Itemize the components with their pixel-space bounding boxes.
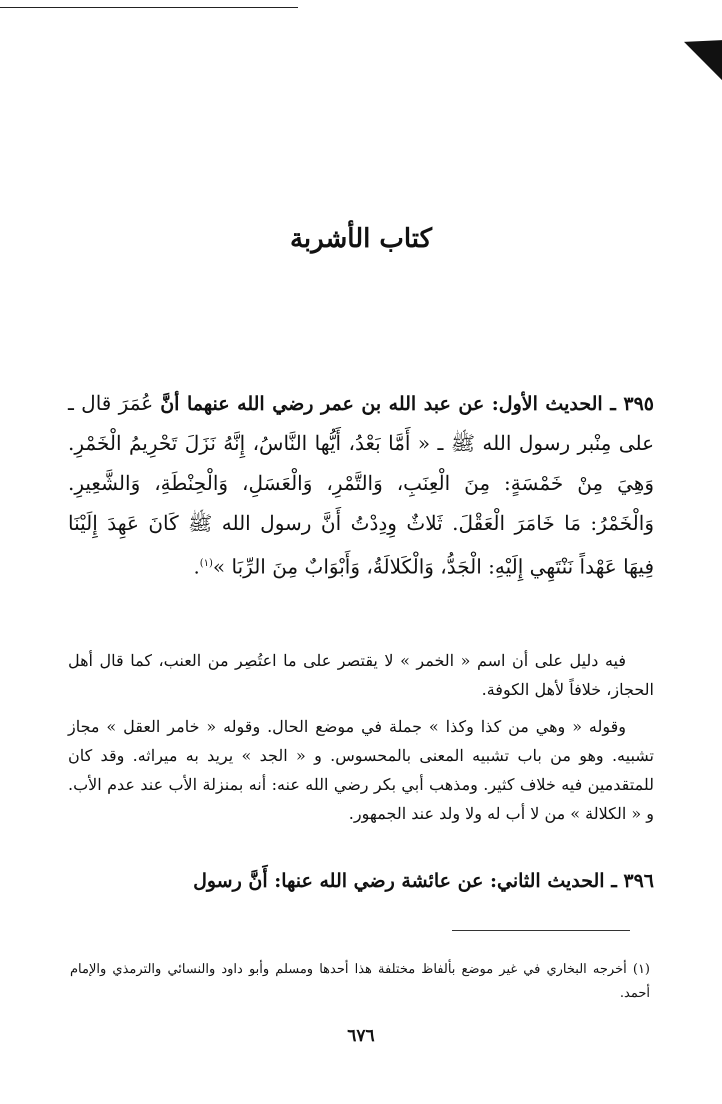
page-number: ٦٧٦ bbox=[347, 1026, 375, 1046]
commentary-text: فيه دليل على أن اسم « الخمر » لا يقتصر على ما اعتُصِر من العنب، كما قال أهل الحجاز، خلافاً لأهل الكوفة. bbox=[68, 651, 654, 699]
hadith-number: ٣٩٥ bbox=[623, 393, 654, 415]
hadith-end: . bbox=[193, 556, 200, 579]
hadith-number: ٣٩٦ bbox=[623, 870, 654, 892]
top-rule bbox=[0, 7, 298, 8]
hadith-intro: ـ الحديث الثاني: عن عائشة رضي الله عنها: أَنَّ رسول bbox=[193, 870, 624, 892]
hadith-396 bbox=[68, 862, 654, 901]
commentary-text: وقوله « وهي من كذا وكذا » جملة في موضع الحال. وقوله « خامر العقل » مجاز تشبيه. وهو من باب تشبيه المعنى بالمحسوس. و « الجد » يريد به ميراثه. وقد كان للمتقدمين فيه خلاف كثير. ومذهب أبي بكر رضي الله عنه: أنه بمنزلة الأب عند عدم الأب. و « الكلالة » من لا أب له ولا ولد عند الجمهور. bbox=[68, 717, 654, 823]
footnote-marker: (١) bbox=[199, 558, 213, 569]
hadith-text: عُمَرَ قال ـ على مِنْبر رسول الله ﷺ ـ « أَمَّا بَعْدُ، أَيُّها النَّاسُ، إِنَّهُ نَزَلَ تَحْرِيمُ الْخَمْرِ. وَهِيَ مِنْ خَمْسَةٍ: مِنَ الْعِنَبِ، وَالتَّمْرِ، وَالْعَسَلِ، وَالْحِنْطَةِ، وَالشَّعِيرِ. وَالْخَمْرُ: مَا خَامَرَ الْعَقْلَ. ثَلاثٌ وِدِدْتُ أَنَّ رسول الله ﷺ كَانَ عَهِدَ إِلَيْنَا فِيهَا عَهْداً نَنْتَهِي إِلَيْهِ: الْجَدُّ، وَالْكَلالَةُ، وَأَبْوَابٌ مِنَ الرِّبَا » bbox=[68, 391, 654, 579]
commentary-paragraph-1 bbox=[68, 646, 654, 704]
hadith-intro: ـ الحديث الأول: عن عبد الله بن عمر رضي الله عنهما أنَّ bbox=[160, 393, 624, 415]
footnote: (١) أخرجه البخاري في غير موضع بألفاظ مختلفة هذا أحدها ومسلم وأبو داود والنسائي والترمذي والإمام أحمد. bbox=[70, 962, 650, 1001]
commentary-paragraph-2 bbox=[68, 712, 654, 828]
chapter-title: كتاب الأشربة bbox=[289, 224, 433, 254]
footnote-rule bbox=[452, 930, 630, 931]
corner-mark bbox=[684, 28, 722, 80]
hadith-395 bbox=[68, 384, 654, 587]
